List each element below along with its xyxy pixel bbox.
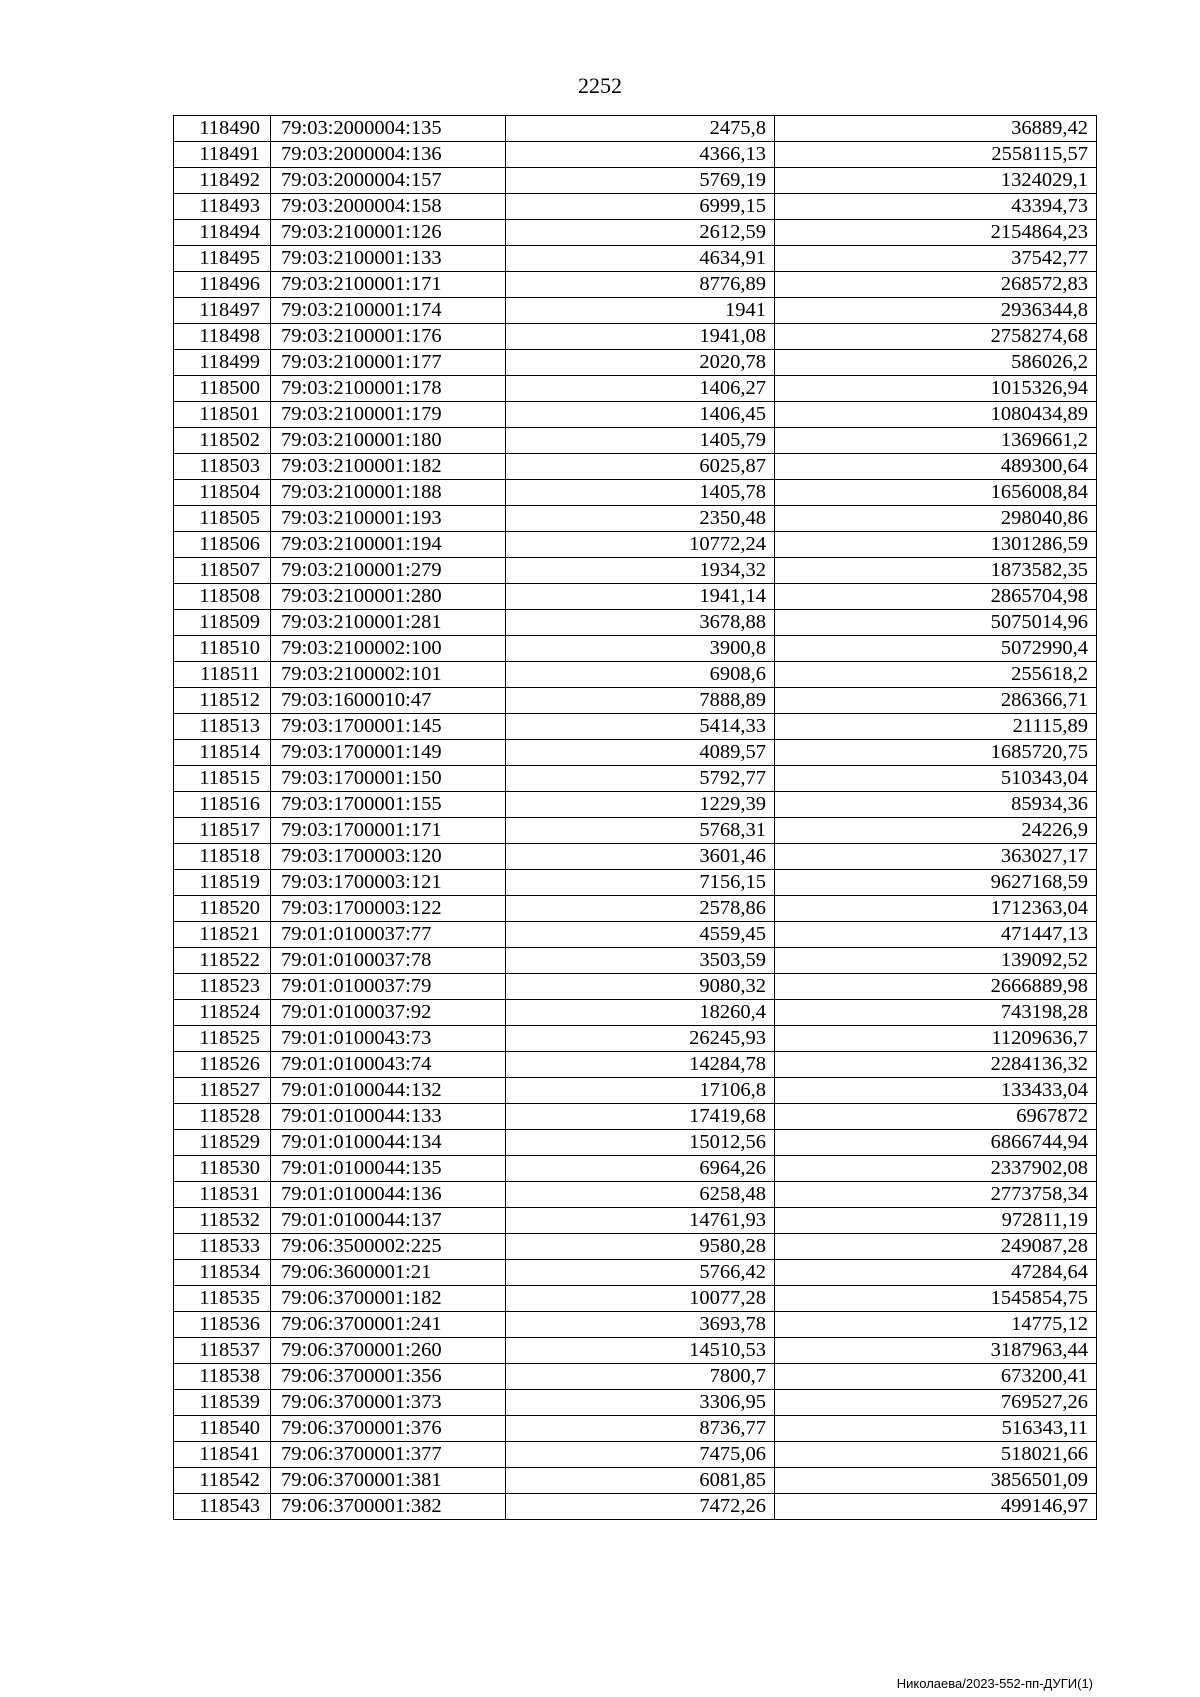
area-cell: 14510,53 (506, 1338, 775, 1364)
row-number-cell: 118513 (174, 714, 271, 740)
cadastral-number-cell: 79:06:3700001:182 (271, 1286, 506, 1312)
row-number-cell: 118500 (174, 376, 271, 402)
row-number-cell: 118521 (174, 922, 271, 948)
area-cell: 2020,78 (506, 350, 775, 376)
area-cell: 7475,06 (506, 1442, 775, 1468)
cadastral-value-cell: 14775,12 (775, 1312, 1097, 1338)
row-number-cell: 118526 (174, 1052, 271, 1078)
area-cell: 17106,8 (506, 1078, 775, 1104)
area-cell: 7888,89 (506, 688, 775, 714)
table-row (174, 896, 1097, 922)
cadastral-number-cell: 79:01:0100044:133 (271, 1104, 506, 1130)
area-cell: 1406,27 (506, 376, 775, 402)
area-cell: 2578,86 (506, 896, 775, 922)
cadastral-value-cell: 471447,13 (775, 922, 1097, 948)
table-row (174, 246, 1097, 272)
cadastral-value-cell: 24226,9 (775, 818, 1097, 844)
cadastral-value-cell: 1080434,89 (775, 402, 1097, 428)
cadastral-number-cell: 79:01:0100044:136 (271, 1182, 506, 1208)
cadastral-number-cell: 79:01:0100037:92 (271, 1000, 506, 1026)
area-cell: 6258,48 (506, 1182, 775, 1208)
area-cell: 1405,78 (506, 480, 775, 506)
table-row (174, 818, 1097, 844)
row-number-cell: 118490 (174, 116, 271, 142)
cadastral-value-cell: 1324029,1 (775, 168, 1097, 194)
row-number-cell: 118515 (174, 766, 271, 792)
row-number-cell: 118529 (174, 1130, 271, 1156)
cadastral-value-cell: 673200,41 (775, 1364, 1097, 1390)
cadastral-value-cell: 286366,71 (775, 688, 1097, 714)
cadastral-number-cell: 79:03:2100001:280 (271, 584, 506, 610)
row-number-cell: 118533 (174, 1234, 271, 1260)
cadastral-value-cell: 743198,28 (775, 1000, 1097, 1026)
row-number-cell: 118537 (174, 1338, 271, 1364)
area-cell: 4366,13 (506, 142, 775, 168)
cadastral-number-cell: 79:03:2100001:281 (271, 610, 506, 636)
table-row (174, 272, 1097, 298)
table-row (174, 1156, 1097, 1182)
cadastral-number-cell: 79:03:1700001:150 (271, 766, 506, 792)
cadastral-value-cell: 586026,2 (775, 350, 1097, 376)
table-row (174, 688, 1097, 714)
row-number-cell: 118535 (174, 1286, 271, 1312)
cadastral-number-cell: 79:06:3500002:225 (271, 1234, 506, 1260)
table-row (174, 636, 1097, 662)
cadastral-value-cell: 1656008,84 (775, 480, 1097, 506)
cadastral-value-cell: 43394,73 (775, 194, 1097, 220)
cadastral-value-cell: 2154864,23 (775, 220, 1097, 246)
cadastral-number-cell: 79:03:2100002:101 (271, 662, 506, 688)
cadastral-value-cell: 2337902,08 (775, 1156, 1097, 1182)
area-cell: 2475,8 (506, 116, 775, 142)
cadastral-value-cell: 489300,64 (775, 454, 1097, 480)
row-number-cell: 118520 (174, 896, 271, 922)
row-number-cell: 118517 (174, 818, 271, 844)
table-row (174, 1442, 1097, 1468)
cadastral-value-cell: 1873582,35 (775, 558, 1097, 584)
area-cell: 10077,28 (506, 1286, 775, 1312)
cadastral-value-cell: 133433,04 (775, 1078, 1097, 1104)
row-number-cell: 118506 (174, 532, 271, 558)
cadastral-number-cell: 79:03:1700001:155 (271, 792, 506, 818)
cadastral-value-cell: 11209636,7 (775, 1026, 1097, 1052)
cadastral-number-cell: 79:01:0100037:77 (271, 922, 506, 948)
area-cell: 18260,4 (506, 1000, 775, 1026)
table-row (174, 506, 1097, 532)
row-number-cell: 118511 (174, 662, 271, 688)
table-row (174, 740, 1097, 766)
area-cell: 8776,89 (506, 272, 775, 298)
cadastral-value-cell: 2865704,98 (775, 584, 1097, 610)
cadastral-value-cell: 2284136,32 (775, 1052, 1097, 1078)
cadastral-number-cell: 79:03:2100001:178 (271, 376, 506, 402)
table-row (174, 298, 1097, 324)
table-row (174, 974, 1097, 1000)
row-number-cell: 118499 (174, 350, 271, 376)
row-number-cell: 118502 (174, 428, 271, 454)
cadastral-value-cell: 518021,66 (775, 1442, 1097, 1468)
area-cell: 1941,08 (506, 324, 775, 350)
row-number-cell: 118536 (174, 1312, 271, 1338)
cadastral-value-cell: 47284,64 (775, 1260, 1097, 1286)
row-number-cell: 118543 (174, 1494, 271, 1520)
table-row (174, 662, 1097, 688)
area-cell: 17419,68 (506, 1104, 775, 1130)
row-number-cell: 118492 (174, 168, 271, 194)
row-number-cell: 118501 (174, 402, 271, 428)
area-cell: 5766,42 (506, 1260, 775, 1286)
area-cell: 14761,93 (506, 1208, 775, 1234)
cadastral-value-cell: 6967872 (775, 1104, 1097, 1130)
table-row (174, 1364, 1097, 1390)
table-row (174, 948, 1097, 974)
cadastral-value-cell: 9627168,59 (775, 870, 1097, 896)
row-number-cell: 118503 (174, 454, 271, 480)
table-row (174, 1208, 1097, 1234)
cadastral-value-cell: 499146,97 (775, 1494, 1097, 1520)
cadastral-number-cell: 79:03:2000004:158 (271, 194, 506, 220)
area-cell: 3601,46 (506, 844, 775, 870)
table-row (174, 194, 1097, 220)
table-row (174, 1130, 1097, 1156)
row-number-cell: 118540 (174, 1416, 271, 1442)
area-cell: 6999,15 (506, 194, 775, 220)
area-cell: 4634,91 (506, 246, 775, 272)
cadastral-value-cell: 249087,28 (775, 1234, 1097, 1260)
cadastral-number-cell: 79:06:3700001:373 (271, 1390, 506, 1416)
cadastral-value-cell: 36889,42 (775, 116, 1097, 142)
table-row (174, 428, 1097, 454)
table-row (174, 350, 1097, 376)
cadastral-value-cell: 2773758,34 (775, 1182, 1097, 1208)
cadastral-value-cell: 1685720,75 (775, 740, 1097, 766)
row-number-cell: 118534 (174, 1260, 271, 1286)
row-number-cell: 118508 (174, 584, 271, 610)
table-row (174, 220, 1097, 246)
cadastral-number-cell: 79:03:2100001:177 (271, 350, 506, 376)
cadastral-number-cell: 79:01:0100044:134 (271, 1130, 506, 1156)
cadastral-value-cell: 1301286,59 (775, 532, 1097, 558)
area-cell: 5768,31 (506, 818, 775, 844)
area-cell: 5769,19 (506, 168, 775, 194)
cadastral-value-cell: 363027,17 (775, 844, 1097, 870)
row-number-cell: 118509 (174, 610, 271, 636)
cadastral-number-cell: 79:03:2000004:157 (271, 168, 506, 194)
row-number-cell: 118531 (174, 1182, 271, 1208)
area-cell: 2350,48 (506, 506, 775, 532)
area-cell: 7156,15 (506, 870, 775, 896)
cadastral-value-cell: 298040,86 (775, 506, 1097, 532)
table-row (174, 610, 1097, 636)
row-number-cell: 118541 (174, 1442, 271, 1468)
cadastral-number-cell: 79:03:1600010:47 (271, 688, 506, 714)
cadastral-number-cell: 79:03:1700003:120 (271, 844, 506, 870)
area-cell: 7472,26 (506, 1494, 775, 1520)
cadastral-number-cell: 79:01:0100043:74 (271, 1052, 506, 1078)
document-reference: Николаева/2023-552-пп-ДУГИ(1) (896, 1676, 1093, 1691)
table-row (174, 792, 1097, 818)
area-cell: 6908,6 (506, 662, 775, 688)
cadastral-value-cell: 2558115,57 (775, 142, 1097, 168)
cadastral-number-cell: 79:06:3700001:260 (271, 1338, 506, 1364)
cadastral-number-cell: 79:03:2000004:136 (271, 142, 506, 168)
cadastral-number-cell: 79:03:2100001:193 (271, 506, 506, 532)
area-cell: 5792,77 (506, 766, 775, 792)
area-cell: 5414,33 (506, 714, 775, 740)
table-row (174, 116, 1097, 142)
table-row (174, 532, 1097, 558)
cadastral-value-cell: 268572,83 (775, 272, 1097, 298)
cadastral-number-cell: 79:03:2100001:176 (271, 324, 506, 350)
cadastral-value-cell: 2936344,8 (775, 298, 1097, 324)
cadastral-number-cell: 79:01:0100044:132 (271, 1078, 506, 1104)
table-row (174, 1338, 1097, 1364)
area-cell: 6025,87 (506, 454, 775, 480)
cadastral-value-cell: 769527,26 (775, 1390, 1097, 1416)
table-row (174, 1260, 1097, 1286)
row-number-cell: 118510 (174, 636, 271, 662)
table-row (174, 1390, 1097, 1416)
row-number-cell: 118497 (174, 298, 271, 324)
area-cell: 6964,26 (506, 1156, 775, 1182)
row-number-cell: 118527 (174, 1078, 271, 1104)
cadastral-value-cell: 3187963,44 (775, 1338, 1097, 1364)
row-number-cell: 118495 (174, 246, 271, 272)
cadastral-number-cell: 79:06:3700001:376 (271, 1416, 506, 1442)
area-cell: 7800,7 (506, 1364, 775, 1390)
area-cell: 10772,24 (506, 532, 775, 558)
cadastral-number-cell: 79:06:3700001:241 (271, 1312, 506, 1338)
row-number-cell: 118516 (174, 792, 271, 818)
row-number-cell: 118530 (174, 1156, 271, 1182)
area-cell: 1405,79 (506, 428, 775, 454)
row-number-cell: 118519 (174, 870, 271, 896)
row-number-cell: 118498 (174, 324, 271, 350)
table-row (174, 1052, 1097, 1078)
table-row (174, 402, 1097, 428)
cadastral-number-cell: 79:03:2100001:279 (271, 558, 506, 584)
table-row (174, 324, 1097, 350)
row-number-cell: 118538 (174, 1364, 271, 1390)
table-row (174, 1494, 1097, 1520)
cadastral-value-cell: 6866744,94 (775, 1130, 1097, 1156)
table-row (174, 168, 1097, 194)
table-row (174, 1104, 1097, 1130)
table-row (174, 584, 1097, 610)
table-row (174, 376, 1097, 402)
table-row (174, 1182, 1097, 1208)
area-cell: 3900,8 (506, 636, 775, 662)
cadastral-value-cell: 1369661,2 (775, 428, 1097, 454)
area-cell: 15012,56 (506, 1130, 775, 1156)
row-number-cell: 118525 (174, 1026, 271, 1052)
table-row (174, 766, 1097, 792)
area-cell: 4559,45 (506, 922, 775, 948)
table-row (174, 870, 1097, 896)
row-number-cell: 118524 (174, 1000, 271, 1026)
area-cell: 1941 (506, 298, 775, 324)
cadastral-value-cell: 5072990,4 (775, 636, 1097, 662)
area-cell: 1941,14 (506, 584, 775, 610)
area-cell: 3693,78 (506, 1312, 775, 1338)
row-number-cell: 118512 (174, 688, 271, 714)
cadastral-number-cell: 79:03:2100001:174 (271, 298, 506, 324)
cadastral-number-cell: 79:03:1700003:121 (271, 870, 506, 896)
table-row (174, 1312, 1097, 1338)
cadastral-number-cell: 79:06:3700001:382 (271, 1494, 506, 1520)
table-row (174, 922, 1097, 948)
cadastral-number-cell: 79:06:3700001:381 (271, 1468, 506, 1494)
cadastral-value-cell: 2758274,68 (775, 324, 1097, 350)
cadastral-number-cell: 79:03:2100002:100 (271, 636, 506, 662)
cadastral-number-cell: 79:03:1700003:122 (271, 896, 506, 922)
cadastral-number-cell: 79:03:2100001:179 (271, 402, 506, 428)
row-number-cell: 118504 (174, 480, 271, 506)
cadastral-number-cell: 79:03:2100001:188 (271, 480, 506, 506)
row-number-cell: 118542 (174, 1468, 271, 1494)
cadastral-value-cell: 21115,89 (775, 714, 1097, 740)
row-number-cell: 118514 (174, 740, 271, 766)
row-number-cell: 118493 (174, 194, 271, 220)
area-cell: 9580,28 (506, 1234, 775, 1260)
cadastral-number-cell: 79:03:2100001:133 (271, 246, 506, 272)
cadastral-number-cell: 79:03:1700001:171 (271, 818, 506, 844)
cadastral-number-cell: 79:03:2100001:171 (271, 272, 506, 298)
area-cell: 4089,57 (506, 740, 775, 766)
cadastral-number-cell: 79:01:0100037:78 (271, 948, 506, 974)
area-cell: 26245,93 (506, 1026, 775, 1052)
row-number-cell: 118494 (174, 220, 271, 246)
table-row (174, 1286, 1097, 1312)
row-number-cell: 118522 (174, 948, 271, 974)
page-number: 2252 (578, 73, 622, 98)
cadastral-value-cell: 1712363,04 (775, 896, 1097, 922)
table-body (174, 116, 1097, 1520)
area-cell: 3503,59 (506, 948, 775, 974)
cadastral-number-cell: 79:06:3600001:21 (271, 1260, 506, 1286)
cadastral-number-cell: 79:03:2100001:180 (271, 428, 506, 454)
area-cell: 14284,78 (506, 1052, 775, 1078)
cadastral-number-cell: 79:01:0100037:79 (271, 974, 506, 1000)
row-number-cell: 118507 (174, 558, 271, 584)
cadastral-value-cell: 85934,36 (775, 792, 1097, 818)
cadastral-value-cell: 1545854,75 (775, 1286, 1097, 1312)
row-number-cell: 118505 (174, 506, 271, 532)
area-cell: 1229,39 (506, 792, 775, 818)
area-cell: 1934,32 (506, 558, 775, 584)
cadastral-value-cell: 516343,11 (775, 1416, 1097, 1442)
cadastral-number-cell: 79:03:2100001:182 (271, 454, 506, 480)
row-number-cell: 118528 (174, 1104, 271, 1130)
area-cell: 3306,95 (506, 1390, 775, 1416)
table-row (174, 1000, 1097, 1026)
area-cell: 3678,88 (506, 610, 775, 636)
cadastral-value-cell: 2666889,98 (775, 974, 1097, 1000)
area-cell: 8736,77 (506, 1416, 775, 1442)
cadastral-value-cell: 3856501,09 (775, 1468, 1097, 1494)
area-cell: 1406,45 (506, 402, 775, 428)
area-cell: 6081,85 (506, 1468, 775, 1494)
table-row (174, 558, 1097, 584)
table-row (174, 714, 1097, 740)
table-row (174, 1468, 1097, 1494)
table-row (174, 844, 1097, 870)
area-cell: 2612,59 (506, 220, 775, 246)
table-row (174, 1416, 1097, 1442)
table-row (174, 480, 1097, 506)
row-number-cell: 118496 (174, 272, 271, 298)
cadastral-number-cell: 79:01:0100043:73 (271, 1026, 506, 1052)
cadastral-number-cell: 79:01:0100044:137 (271, 1208, 506, 1234)
table-row (174, 454, 1097, 480)
cadastral-value-cell: 972811,19 (775, 1208, 1097, 1234)
row-number-cell: 118532 (174, 1208, 271, 1234)
row-number-cell: 118491 (174, 142, 271, 168)
cadastral-value-table (173, 115, 1097, 1520)
cadastral-number-cell: 79:03:2000004:135 (271, 116, 506, 142)
table-row (174, 1234, 1097, 1260)
cadastral-value-cell: 1015326,94 (775, 376, 1097, 402)
table-row (174, 1026, 1097, 1052)
table-row (174, 142, 1097, 168)
row-number-cell: 118518 (174, 844, 271, 870)
cadastral-number-cell: 79:03:1700001:145 (271, 714, 506, 740)
cadastral-value-cell: 37542,77 (775, 246, 1097, 272)
area-cell: 9080,32 (506, 974, 775, 1000)
row-number-cell: 118539 (174, 1390, 271, 1416)
row-number-cell: 118523 (174, 974, 271, 1000)
cadastral-number-cell: 79:03:2100001:126 (271, 220, 506, 246)
cadastral-number-cell: 79:03:1700001:149 (271, 740, 506, 766)
cadastral-number-cell: 79:03:2100001:194 (271, 532, 506, 558)
cadastral-value-cell: 139092,52 (775, 948, 1097, 974)
table-row (174, 1078, 1097, 1104)
cadastral-value-cell: 5075014,96 (775, 610, 1097, 636)
cadastral-number-cell: 79:06:3700001:377 (271, 1442, 506, 1468)
cadastral-value-cell: 255618,2 (775, 662, 1097, 688)
cadastral-number-cell: 79:01:0100044:135 (271, 1156, 506, 1182)
cadastral-value-cell: 510343,04 (775, 766, 1097, 792)
cadastral-number-cell: 79:06:3700001:356 (271, 1364, 506, 1390)
